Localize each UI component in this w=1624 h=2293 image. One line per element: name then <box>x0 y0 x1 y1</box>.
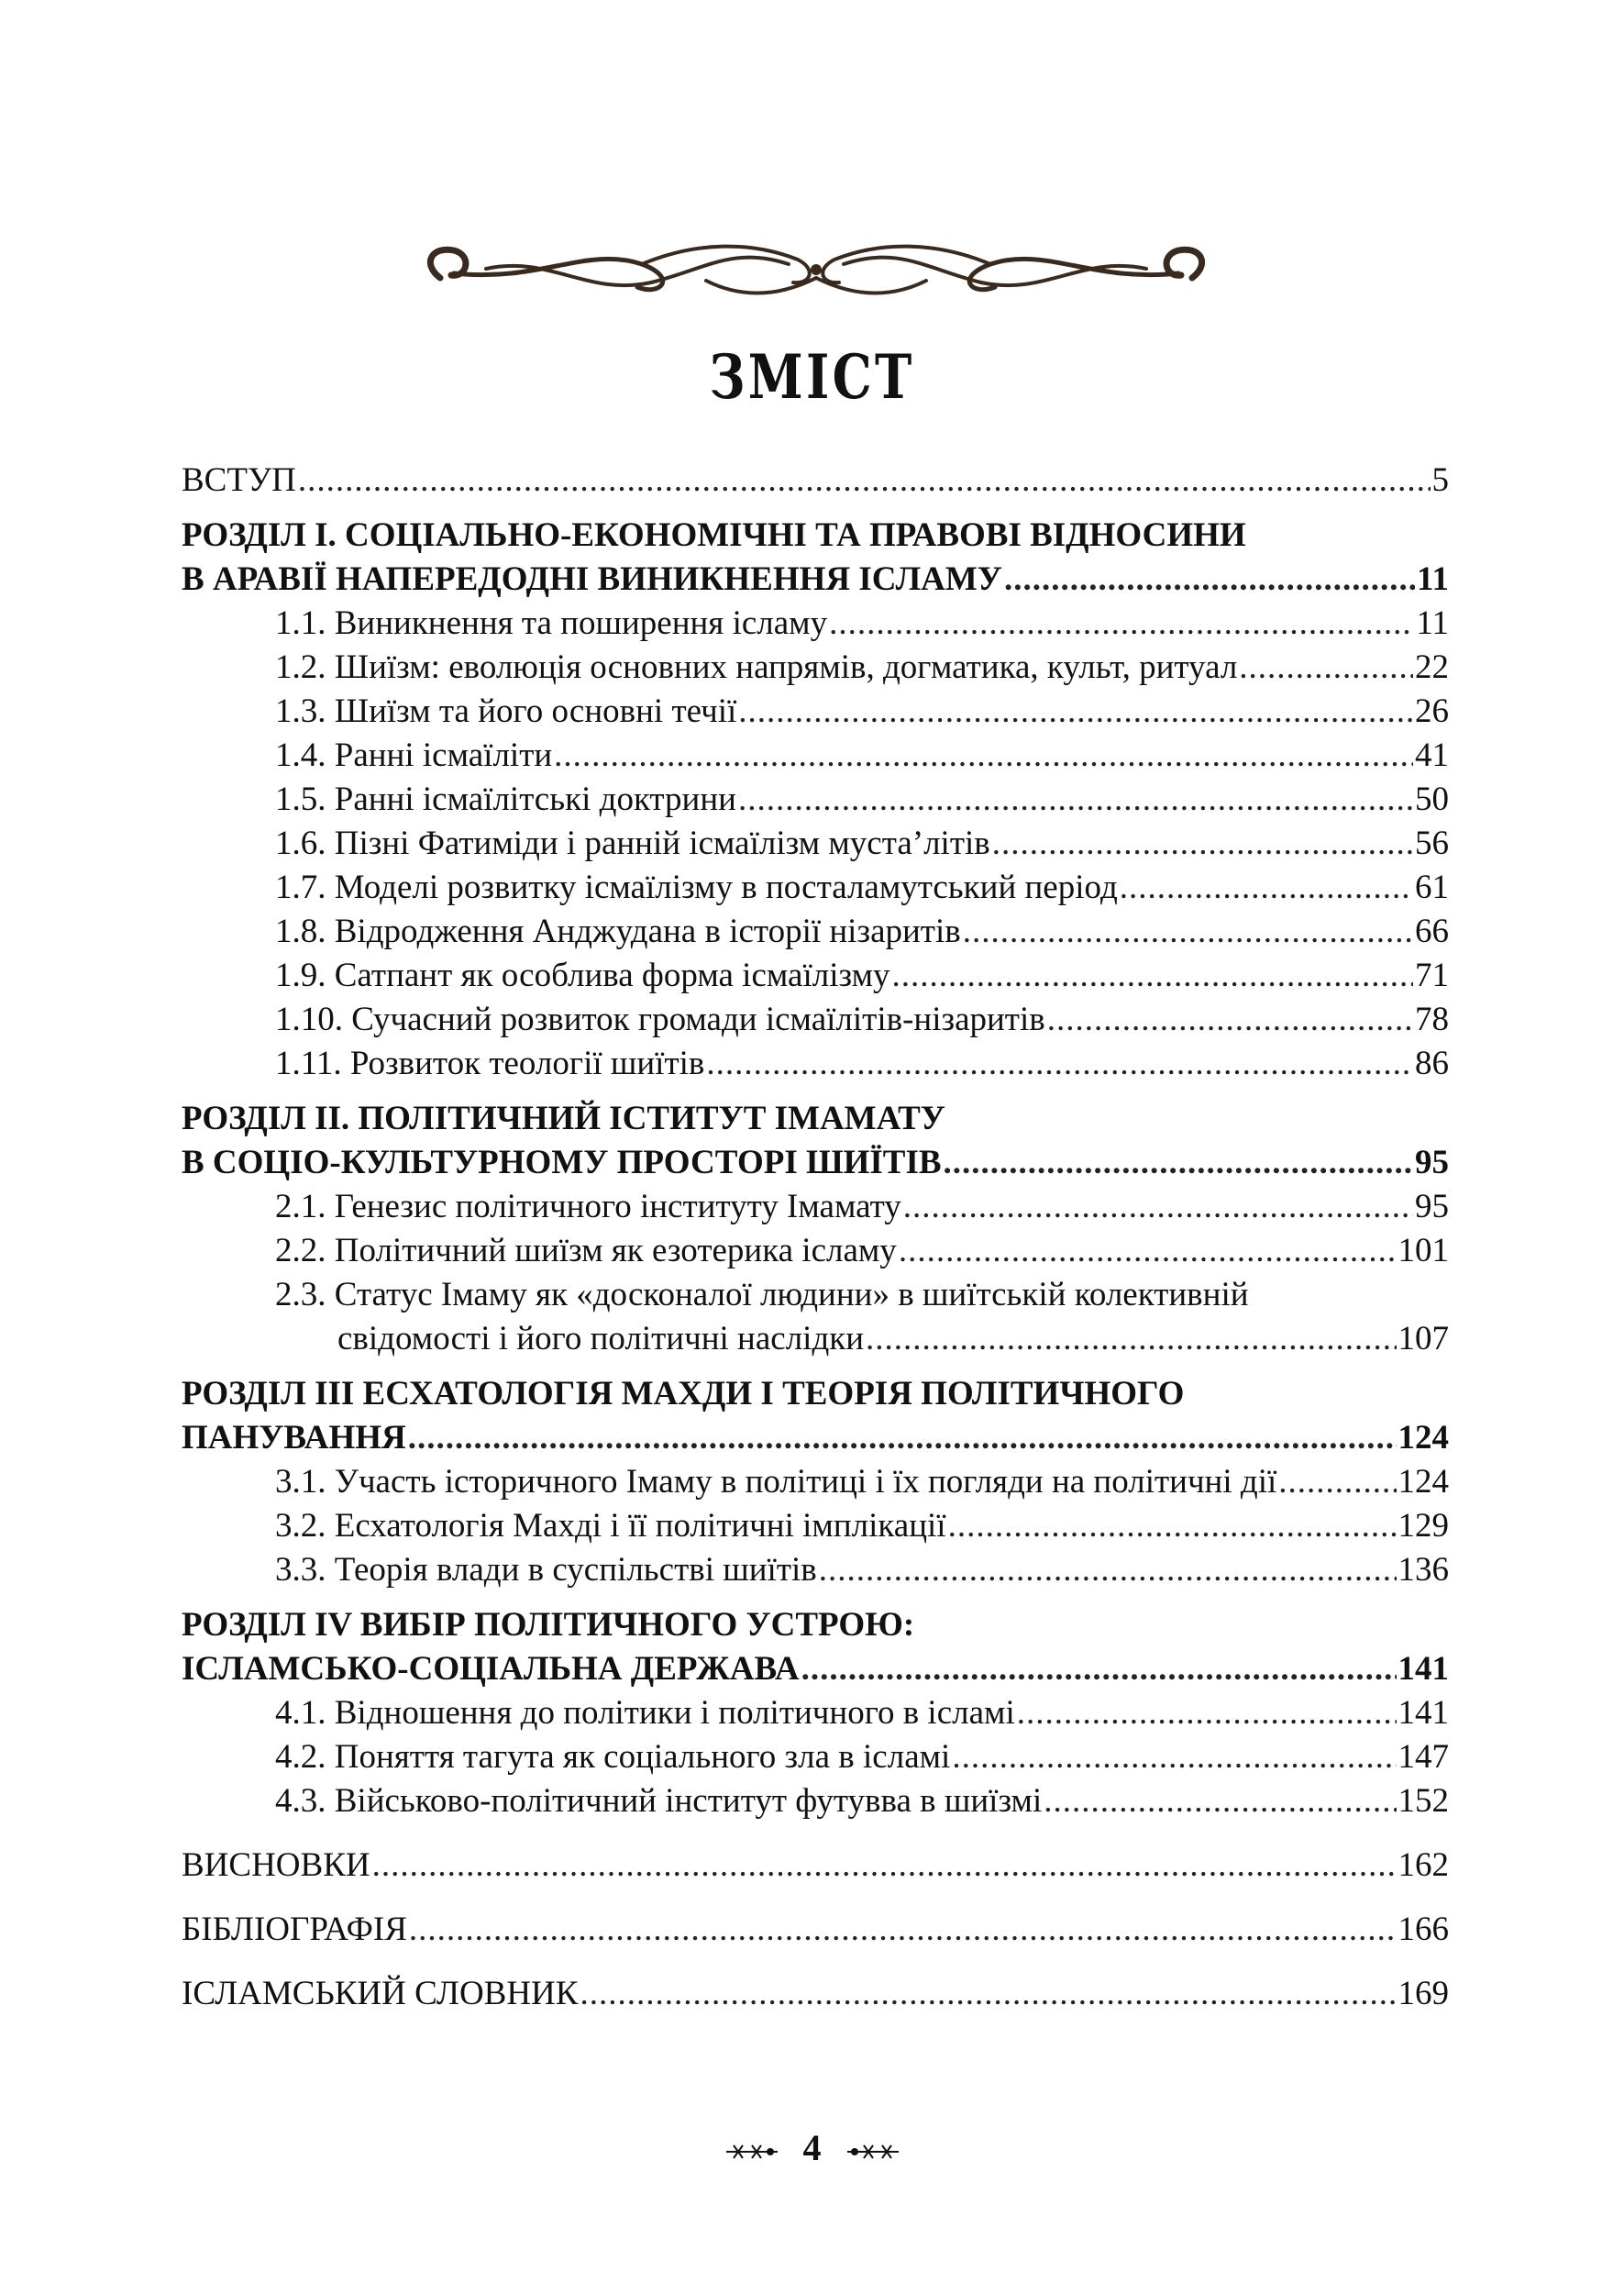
dot-leader <box>899 1229 1397 1273</box>
page-number-footer <box>0 2126 1624 2170</box>
toc-entry-conclusions <box>182 1844 1449 1888</box>
section-page: 86 <box>1415 1045 1449 1082</box>
toc-section <box>182 734 1449 778</box>
decorative-flourish-ornament <box>403 227 1229 319</box>
section-page: 95 <box>1415 1188 1449 1225</box>
dot-leader <box>1004 558 1415 602</box>
section-label-cont: свідомості і його політичні наслідки <box>337 1320 865 1357</box>
dot-leader <box>1239 646 1413 690</box>
section-page: 22 <box>1415 648 1449 686</box>
section-label: 1.4. Ранні ісмаїліти <box>275 737 553 774</box>
toc-section <box>182 866 1449 910</box>
toc-section <box>182 1185 1449 1229</box>
toc-section <box>182 910 1449 954</box>
toc-section <box>182 690 1449 734</box>
toc-section <box>182 1691 1449 1735</box>
dot-leader <box>952 1735 1396 1779</box>
section-label: 2.3. Статус Імаму як «досконалої людини» в шиїтській колективній <box>275 1276 1249 1313</box>
chapter-page: 11 <box>1417 560 1449 598</box>
dot-leader <box>866 1317 1396 1361</box>
chapter-heading: РОЗДІЛ ІІ. ПОЛІТИЧНИЙ ІСТИТУТ ІМАМАТУ <box>182 1100 945 1137</box>
dot-leader <box>580 1972 1396 2016</box>
section-label: 4.1. Відношення до політики і політичного в ісламі <box>275 1694 1015 1732</box>
toc-section <box>182 1229 1449 1273</box>
toc-entry-page: 162 <box>1398 1846 1449 1884</box>
section-label: 2.1. Генезис політичного інституту Імамату <box>275 1188 901 1225</box>
dot-leader <box>372 1844 1397 1888</box>
section-page: 78 <box>1415 1001 1449 1038</box>
section-label: 4.2. Поняття тагута як соціального зла в ісламі <box>275 1738 951 1776</box>
dot-leader <box>819 1548 1397 1592</box>
section-page: 11 <box>1416 604 1449 642</box>
section-label: 3.3. Теорія влади в суспільстві шиїтів <box>275 1551 817 1589</box>
dot-leader <box>891 954 1413 998</box>
toc-entry-page: 166 <box>1398 1911 1449 1948</box>
toc-entry-label: ВСТУП <box>182 461 296 499</box>
dot-leader <box>963 910 1413 954</box>
chapter-heading-cont-text: ПАНУВАННЯ <box>182 1419 406 1457</box>
section-label: 1.5. Ранні ісмаїлітські доктрини <box>275 781 736 818</box>
section-page: 61 <box>1415 869 1449 906</box>
chapter-heading-cont <box>182 1416 1449 1460</box>
section-page: 136 <box>1398 1551 1449 1589</box>
dot-leader <box>706 1042 1413 1086</box>
dot-leader <box>554 734 1413 778</box>
dot-leader <box>801 1647 1397 1691</box>
chapter-heading-cont <box>182 1647 1449 1691</box>
chapter-heading: РОЗДІЛ ІV ВИБІР ПОЛІТИЧНОГО УСТРОЮ: <box>182 1606 915 1644</box>
toc-section <box>182 1548 1449 1592</box>
section-page: 141 <box>1398 1694 1449 1732</box>
dot-leader <box>409 1908 1397 1952</box>
toc-entry-glossary <box>182 1972 1449 2016</box>
right-flourish-icon <box>845 2143 900 2161</box>
toc-entry-label: ІСЛАМСЬКИЙ СЛОВНИК <box>182 1975 579 2012</box>
dot-leader <box>944 1141 1413 1185</box>
left-flourish-icon <box>724 2143 779 2161</box>
toc-entry-page: 5 <box>1431 461 1449 499</box>
dot-leader <box>298 459 1431 503</box>
toc-section <box>182 998 1449 1042</box>
section-page: 129 <box>1398 1507 1449 1545</box>
toc-entry-bibliography <box>182 1908 1449 1952</box>
dot-leader <box>903 1185 1413 1229</box>
section-label: 2.2. Політичний шиїзм як езотерика ісламу <box>275 1232 897 1269</box>
chapter-page: 141 <box>1398 1650 1449 1688</box>
section-label: 1.6. Пізні Фатиміди і ранній ісмаїлізм муста’літів <box>275 825 990 862</box>
chapter-heading: РОЗДІЛ І. СОЦІАЛЬНО-ЕКОНОМІЧНІ ТА ПРАВОВІ ВІДНОСИНИ <box>182 516 1246 554</box>
toc-section <box>182 646 1449 690</box>
section-page: 124 <box>1398 1463 1449 1501</box>
section-page: 41 <box>1415 737 1449 774</box>
section-page: 107 <box>1398 1320 1449 1357</box>
section-page: 66 <box>1415 913 1449 950</box>
chapter-heading-cont <box>182 1141 1449 1185</box>
section-page: 56 <box>1415 825 1449 862</box>
section-label: 1.8. Відродження Анджудана в історії нізаритів <box>275 913 961 950</box>
table-of-contents <box>182 459 1449 2016</box>
dot-leader <box>948 1504 1397 1548</box>
page-title: ЗМІСТ <box>709 341 915 413</box>
dot-leader <box>1120 866 1413 910</box>
section-page: 50 <box>1415 781 1449 818</box>
dot-leader <box>738 690 1413 734</box>
section-label: 1.2. Шиїзм: еволюція основних напрямів, догматика, культ, ритуал <box>275 648 1238 686</box>
chapter-heading-cont <box>182 558 1449 602</box>
section-label: 1.3. Шиїзм та його основні течії <box>275 692 737 730</box>
toc-entry-intro <box>182 459 1449 503</box>
toc-section <box>182 1460 1449 1504</box>
dot-leader <box>738 778 1413 822</box>
chapter-heading: РОЗДІЛ ІІІ ЕСХАТОЛОГІЯ МАХДИ І ТЕОРІЯ ПОЛІТИЧНОГО <box>182 1375 1185 1412</box>
toc-section <box>182 1317 1449 1361</box>
dot-leader <box>1017 1691 1397 1735</box>
toc-section <box>182 822 1449 866</box>
toc-section <box>182 1504 1449 1548</box>
toc-entry-label: БІБЛІОГРАФІЯ <box>182 1911 407 1948</box>
chapter-page: 95 <box>1415 1144 1449 1181</box>
section-page: 26 <box>1415 692 1449 730</box>
toc-entry-label: ВИСНОВКИ <box>182 1846 370 1884</box>
dot-leader <box>829 602 1414 646</box>
dot-leader <box>408 1416 1397 1460</box>
toc-section <box>182 1042 1449 1086</box>
section-label: 3.2. Есхатологія Махді і її політичні імплікації <box>275 1507 946 1545</box>
chapter-heading-cont-text: В АРАВІЇ НАПЕРЕДОДНІ ВИНИКНЕННЯ ІСЛАМУ <box>182 560 1002 598</box>
section-label: 1.11. Розвиток теології шиїтів <box>275 1045 705 1082</box>
toc-section <box>182 1779 1449 1823</box>
section-label: 3.1. Участь історичного Імаму в політиці і їх погляди на політичні дії <box>275 1463 1277 1501</box>
toc-section <box>182 778 1449 822</box>
toc-section <box>182 602 1449 646</box>
section-label: 4.3. Військово-політичний інститут футувва в шиїзмі <box>275 1782 1043 1820</box>
section-page: 71 <box>1415 957 1449 994</box>
toc-entry-page: 169 <box>1398 1975 1449 2012</box>
page-number: 4 <box>802 2127 822 2168</box>
chapter-page: 124 <box>1398 1419 1449 1457</box>
dot-leader <box>992 822 1413 866</box>
section-label: 1.10. Сучасний розвиток громади ісмаїлітів-нізаритів <box>275 1001 1045 1038</box>
section-label: 1.9. Сатпант як особлива форма ісмаїлізму <box>275 957 890 994</box>
section-label: 1.1. Виникнення та поширення ісламу <box>275 604 828 642</box>
section-label: 1.7. Моделі розвитку ісмаїлізму в посталамутський період <box>275 869 1118 906</box>
dot-leader <box>1044 1779 1396 1823</box>
chapter-heading-cont-text: В СОЦІО-КУЛЬТУРНОМУ ПРОСТОРІ ШИЇТІВ <box>182 1144 942 1181</box>
section-page: 147 <box>1398 1738 1449 1776</box>
dot-leader <box>1278 1460 1396 1504</box>
toc-section <box>182 954 1449 998</box>
section-page: 101 <box>1398 1232 1449 1269</box>
section-page: 152 <box>1398 1782 1449 1820</box>
toc-section <box>182 1735 1449 1779</box>
dot-leader <box>1047 998 1413 1042</box>
chapter-heading-cont-text: ІСЛАМСЬКО-СОЦІАЛЬНА ДЕРЖАВА <box>182 1650 800 1688</box>
